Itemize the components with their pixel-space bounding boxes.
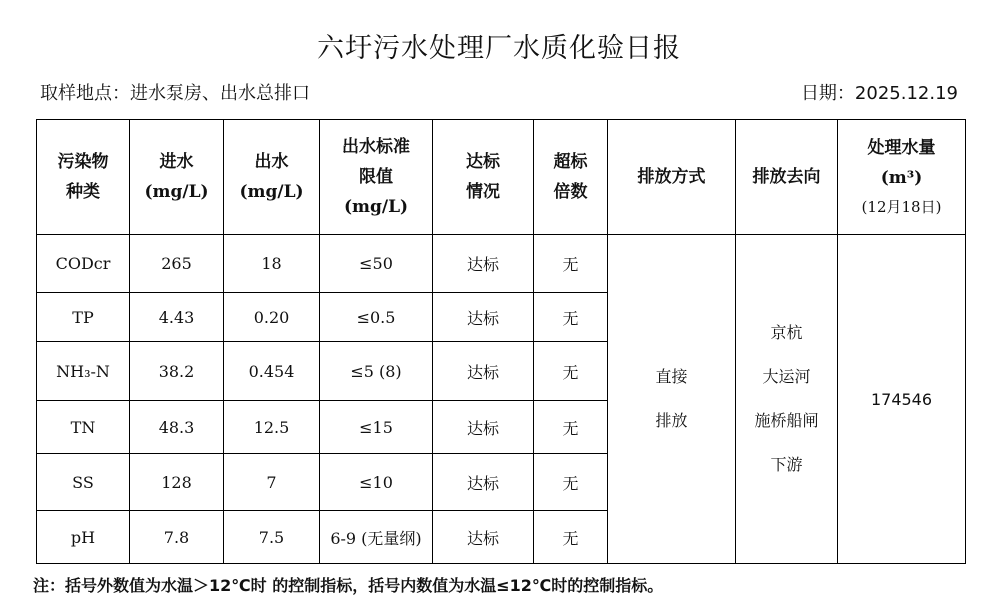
effluent-value: 7: [224, 454, 320, 511]
standard-limit: ≤15: [320, 401, 433, 454]
exceed-multiple: 无: [534, 293, 608, 342]
influent-value: 265: [130, 235, 224, 293]
influent-value: 48.3: [130, 401, 224, 454]
pollutant-name: SS: [37, 454, 130, 511]
standard-limit: 6-9 (无量纲): [320, 511, 433, 564]
standard-limit: ≤0.5: [320, 293, 433, 342]
footnote: 注：括号外数值为水温＞12℃时 的控制指标，括号内数值为水温≤12℃时的控制指标。: [33, 576, 664, 595]
effluent-value: 18: [224, 235, 320, 293]
exceed-multiple: 无: [534, 401, 608, 454]
influent-value: 7.8: [130, 511, 224, 564]
compliance-status: 达标: [433, 342, 534, 401]
header-row: [37, 120, 966, 235]
pollutant-name: NH₃-N: [37, 342, 130, 401]
table-row: [37, 235, 966, 293]
pollutant-name: CODcr: [37, 235, 130, 293]
influent-value: 4.43: [130, 293, 224, 342]
header-pollutant: 污染物 种类: [37, 120, 130, 235]
pollutant-name: TP: [37, 293, 130, 342]
header-exceed: 超标 倍数: [534, 120, 608, 235]
sampling-location: 取样地点：进水泵房、出水总排口: [40, 83, 310, 104]
exceed-multiple: 无: [534, 235, 608, 293]
compliance-status: 达标: [433, 293, 534, 342]
report-date: 日期：2025.12.19: [800, 83, 958, 104]
effluent-value: 12.5: [224, 401, 320, 454]
treated-volume: 174546: [838, 235, 966, 564]
water-quality-table: [36, 119, 966, 564]
header-volume: 处理水量 (m³) (12月18日): [838, 120, 966, 235]
exceed-multiple: 无: [534, 342, 608, 401]
compliance-status: 达标: [433, 454, 534, 511]
standard-limit: ≤5 (8): [320, 342, 433, 401]
header-standard: 出水标准 限值 (mg/L): [320, 120, 433, 235]
discharge-method: 直接 排放: [608, 235, 736, 564]
header-discharge-method: 排放方式: [608, 120, 736, 235]
compliance-status: 达标: [433, 401, 534, 454]
effluent-value: 0.20: [224, 293, 320, 342]
influent-value: 128: [130, 454, 224, 511]
header-influent: 进水 (mg/L): [130, 120, 224, 235]
header-discharge-direction: 排放去向: [736, 120, 838, 235]
standard-limit: ≤10: [320, 454, 433, 511]
header-effluent: 出水 (mg/L): [224, 120, 320, 235]
header-compliance: 达标 情况: [433, 120, 534, 235]
effluent-value: 7.5: [224, 511, 320, 564]
report-title: 六圩污水处理厂水质化验日报: [317, 33, 681, 64]
exceed-multiple: 无: [534, 454, 608, 511]
compliance-status: 达标: [433, 235, 534, 293]
influent-value: 38.2: [130, 342, 224, 401]
standard-limit: ≤50: [320, 235, 433, 293]
exceed-multiple: 无: [534, 511, 608, 564]
pollutant-name: pH: [37, 511, 130, 564]
effluent-value: 0.454: [224, 342, 320, 401]
discharge-direction: 京杭 大运河 施桥船闸 下游: [736, 235, 838, 564]
compliance-status: 达标: [433, 511, 534, 564]
pollutant-name: TN: [37, 401, 130, 454]
